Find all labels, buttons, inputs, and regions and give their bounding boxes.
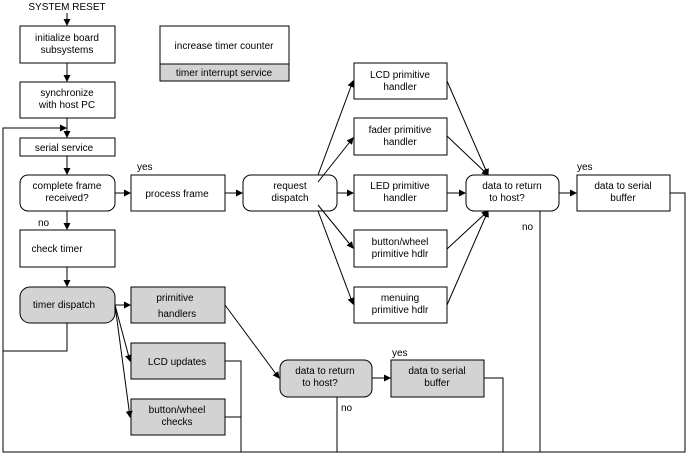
node-process-frame-label: process frame [145,189,209,200]
node-check-timer-label: check timer [31,244,83,255]
node-complete-frame-label: complete frame received? [32,181,102,204]
node-button-primitive [354,230,447,267]
node-serial-service-label: serial service [34,143,94,154]
legend-timer-counter: increase timer counter [174,41,274,52]
node-lcd-primitive-label: LCD primitive handler [369,70,431,93]
legend [160,26,289,81]
label-yes-process: yes [137,162,153,173]
node-data-return-top [466,175,559,211]
node-primitive-handlers-label: primitive handlers [156,293,197,320]
node-data-return-bottom [280,360,372,397]
node-serial-buffer-bottom [391,360,484,397]
node-button-wheel-checks [131,399,225,435]
label-no-top: no [522,222,534,233]
label-yes-top: yes [577,162,593,173]
node-fader-primitive-label: fader primitive handler [368,125,432,148]
node-request-dispatch-label: request dispatch [271,181,309,204]
node-timer-dispatch-label: timer dispatch [32,300,96,311]
node-lcd-primitive [354,63,447,99]
node-menu-primitive [354,287,447,323]
legend-timer-interrupt: timer interrupt service [175,68,273,79]
node-lcd-updates [131,343,225,379]
node-check-timer [20,230,115,267]
node-serial-buffer-bottom-label: data to serial buffer [408,366,466,389]
label-no-check: no [38,218,50,229]
node-lcd-updates-label: LCD updates [147,357,207,368]
node-serial-buffer-top [577,175,670,211]
node-sync-label: synchronize with host PC [38,88,96,111]
node-timer-dispatch [20,287,115,323]
node-primitive-handlers [131,287,225,323]
node-complete-frame [20,175,115,211]
node-fader-primitive [354,118,447,155]
node-init [20,26,115,63]
node-button-wheel-checks-label: button/wheel checks [148,405,206,428]
node-serial-buffer-top-label: data to serial buffer [594,181,652,204]
label-no-bottom: no [341,403,353,414]
node-sync [20,82,115,118]
node-data-return-top-label: data to return to host? [482,181,542,204]
node-request-dispatch [243,175,337,211]
node-process-frame [131,175,225,211]
node-data-return-bottom-label: data to return to host? [295,366,355,389]
system-reset-title: SYSTEM RESET [28,2,106,13]
node-menu-primitive-label: menuing primitive hdlr [371,293,429,316]
node-serial-service [20,138,115,156]
node-led-primitive [354,175,447,211]
node-button-primitive-label: button/wheel primitive hdlr [371,237,429,260]
node-init-label: initialize board subsystems [35,33,99,56]
label-yes-bottom: yes [392,348,408,359]
node-led-primitive-label: LED primitive handler [370,181,430,204]
